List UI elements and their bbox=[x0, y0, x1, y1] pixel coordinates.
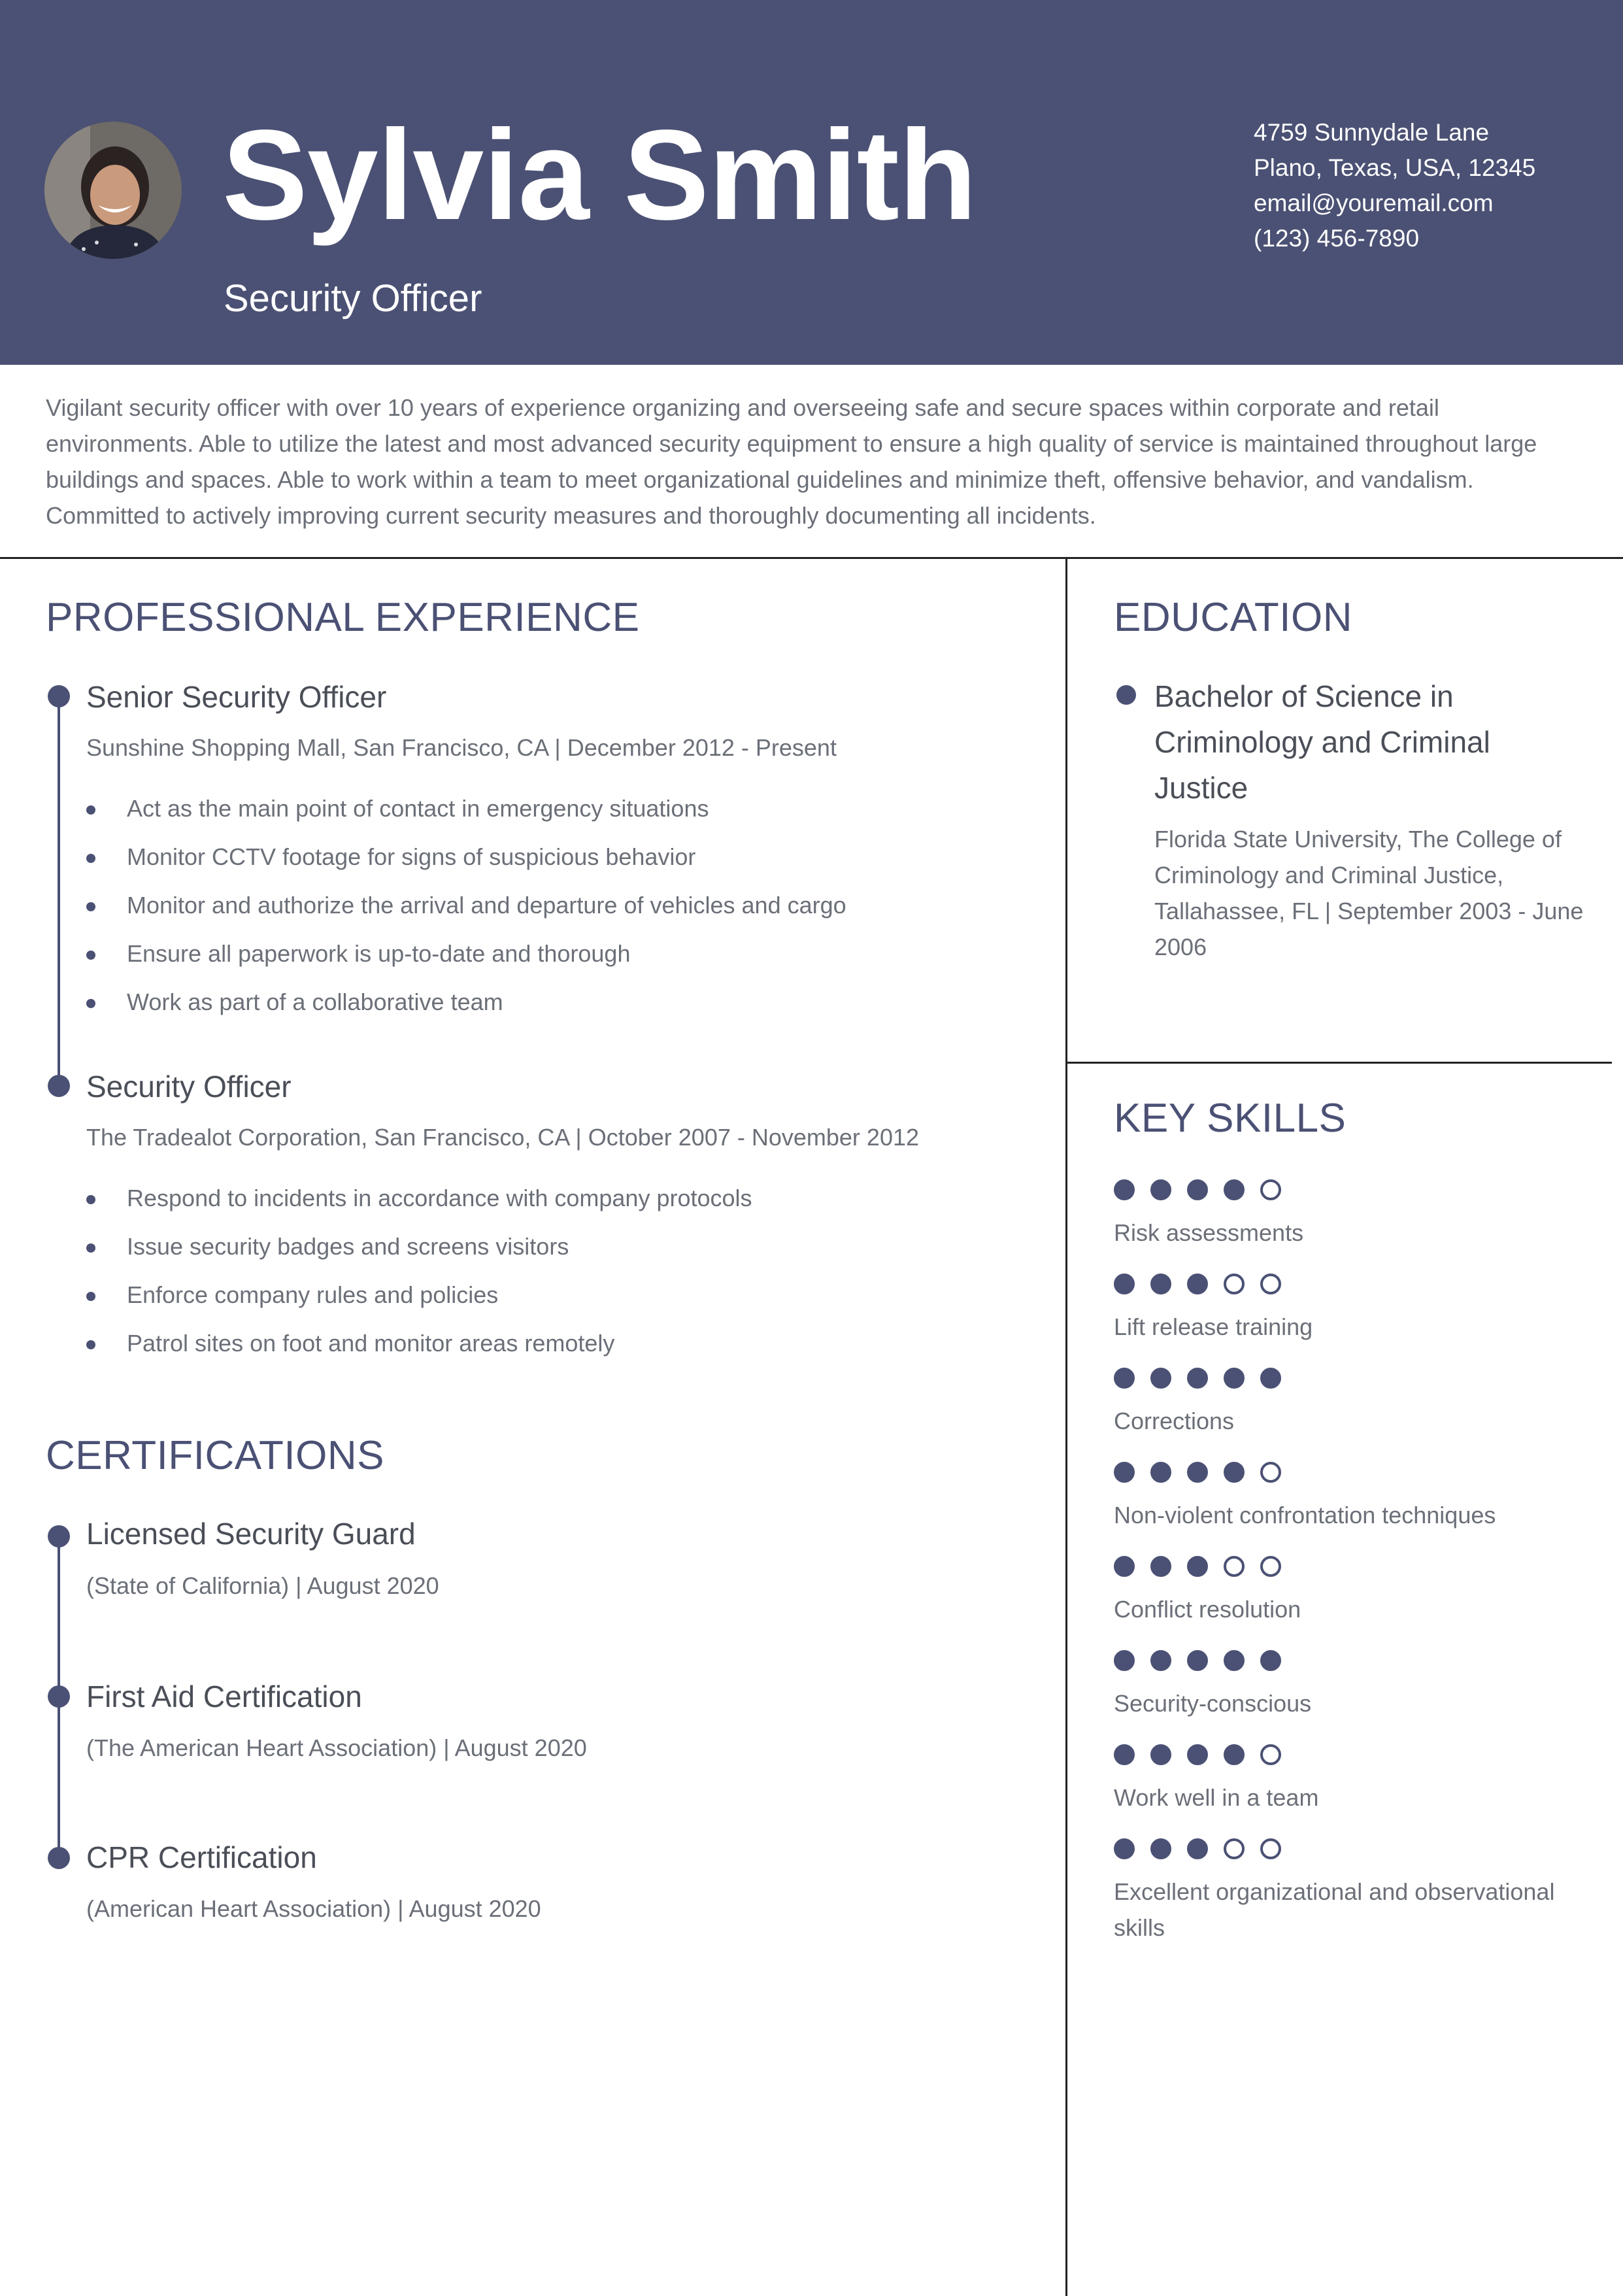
skill-rating bbox=[1114, 1368, 1584, 1390]
rating-dot-filled bbox=[1187, 1556, 1208, 1577]
skill-item bbox=[1114, 1274, 1584, 1345]
rating-dot-empty bbox=[1224, 1838, 1245, 1859]
contact-info bbox=[1254, 115, 1607, 256]
rating-dot-filled bbox=[1114, 1179, 1135, 1200]
certifications-heading: CERTIFICATIONS bbox=[46, 1433, 384, 1478]
profile-photo bbox=[44, 122, 182, 259]
skill-rating bbox=[1114, 1274, 1584, 1296]
skill-label: Risk assessments bbox=[1114, 1219, 1304, 1246]
skill-item bbox=[1114, 1838, 1584, 1946]
rating-dot-empty bbox=[1224, 1274, 1245, 1294]
rating-dot-filled bbox=[1224, 1179, 1245, 1200]
rating-dot-filled bbox=[1114, 1744, 1135, 1765]
rating-dot-filled bbox=[1224, 1462, 1245, 1483]
skill-rating bbox=[1114, 1462, 1584, 1484]
skill-rating bbox=[1114, 1650, 1584, 1672]
rating-dot-filled bbox=[1150, 1650, 1171, 1671]
rating-dot-filled bbox=[1224, 1650, 1245, 1671]
education-dot bbox=[1116, 685, 1136, 705]
address-line-1: 4759 Sunnydale Lane bbox=[1254, 119, 1490, 146]
skill-label: Conflict resolution bbox=[1114, 1596, 1301, 1623]
rating-dot-filled bbox=[1187, 1179, 1208, 1200]
job-meta: Sunshine Shopping Mall, San Francisco, CA | December 2012 - Present bbox=[86, 734, 837, 761]
timeline-dot bbox=[48, 1525, 70, 1547]
skill-item bbox=[1114, 1368, 1584, 1439]
list-item: Enforce company rules and policies bbox=[86, 1271, 752, 1319]
divider-sidebar bbox=[1067, 1062, 1612, 1064]
candidate-role: Security Officer bbox=[224, 277, 482, 320]
job-meta: The Tradealot Corporation, San Francisco, CA | October 2007 - November 2012 bbox=[86, 1124, 920, 1151]
job-title: Security Officer bbox=[86, 1070, 292, 1104]
timeline-dot bbox=[48, 1685, 70, 1708]
skill-label: Lift release training bbox=[1114, 1313, 1313, 1340]
rating-dot-filled bbox=[1260, 1650, 1281, 1671]
address-line-2: Plano, Texas, USA, 12345 bbox=[1254, 154, 1536, 181]
job-duties bbox=[86, 785, 846, 1026]
email: email@youremail.com bbox=[1254, 190, 1494, 216]
skill-item bbox=[1114, 1744, 1584, 1815]
list-item: Issue security badges and screens visitors bbox=[86, 1223, 752, 1271]
rating-dot-filled bbox=[1150, 1179, 1171, 1200]
rating-dot-filled bbox=[1114, 1556, 1135, 1577]
degree-title: Bachelor of Science in Criminology and Criminal Justice bbox=[1154, 679, 1490, 805]
rating-dot-filled bbox=[1187, 1368, 1208, 1389]
rating-dot-filled bbox=[1187, 1650, 1208, 1671]
rating-dot-filled bbox=[1150, 1556, 1171, 1577]
skills-heading: KEY SKILLS bbox=[1114, 1096, 1347, 1141]
divider-horizontal bbox=[0, 557, 1623, 559]
certification-title: CPR Certification bbox=[86, 1840, 317, 1874]
job-duties bbox=[86, 1174, 752, 1368]
education-heading: EDUCATION bbox=[1114, 595, 1353, 640]
certification-title: First Aid Certification bbox=[86, 1680, 362, 1714]
resume-header bbox=[0, 0, 1623, 365]
rating-dot-empty bbox=[1260, 1274, 1281, 1294]
skill-item bbox=[1114, 1179, 1584, 1251]
rating-dot-filled bbox=[1187, 1744, 1208, 1765]
skill-label: Corrections bbox=[1114, 1408, 1235, 1434]
rating-dot-empty bbox=[1260, 1462, 1281, 1483]
list-item: Act as the main point of contact in emergency situations bbox=[86, 785, 846, 833]
skill-rating bbox=[1114, 1179, 1584, 1202]
experience-timeline bbox=[58, 696, 60, 1087]
certification-meta: (State of California) | August 2020 bbox=[86, 1572, 439, 1599]
skill-label: Non-violent confrontation techniques bbox=[1114, 1502, 1496, 1528]
rating-dot-filled bbox=[1187, 1838, 1208, 1859]
rating-dot-filled bbox=[1150, 1368, 1171, 1389]
profile-summary: Vigilant security officer with over 10 years of experience organizing and overseeing safe and secure spaces within corporate and retail environments. Able to utilize the latest and most advanced security equipment to ensure a high quality of service is maintained throughout large buildings and spaces. Able to work within a team to meet organizational guidelines and minimize theft, offensive behavior, and vandalism. Committed to actively improving current security measures and thoroughly documenting all incidents. bbox=[46, 394, 1537, 529]
list-item: Monitor CCTV footage for signs of suspicious behavior bbox=[86, 833, 846, 881]
rating-dot-filled bbox=[1187, 1462, 1208, 1483]
job-title: Senior Security Officer bbox=[86, 680, 387, 714]
rating-dot-filled bbox=[1187, 1274, 1208, 1294]
rating-dot-empty bbox=[1260, 1838, 1281, 1859]
timeline-dot bbox=[48, 685, 70, 707]
skill-item bbox=[1114, 1462, 1584, 1533]
rating-dot-empty bbox=[1260, 1556, 1281, 1577]
list-item: Respond to incidents in accordance with company protocols bbox=[86, 1174, 752, 1223]
certification-title: Licensed Security Guard bbox=[86, 1517, 416, 1551]
rating-dot-empty bbox=[1260, 1744, 1281, 1765]
divider-vertical bbox=[1065, 558, 1067, 2296]
certification-meta: (American Heart Association) | August 2020 bbox=[86, 1895, 541, 1922]
phone: (123) 456-7890 bbox=[1254, 225, 1420, 252]
certification-meta: (The American Heart Association) | August 2020 bbox=[86, 1734, 587, 1761]
skill-item bbox=[1114, 1650, 1584, 1721]
skill-label: Work well in a team bbox=[1114, 1784, 1319, 1811]
rating-dot-filled bbox=[1114, 1274, 1135, 1294]
candidate-name: Sylvia Smith bbox=[222, 103, 977, 246]
rating-dot-filled bbox=[1114, 1838, 1135, 1859]
skill-item bbox=[1114, 1556, 1584, 1627]
skill-rating bbox=[1114, 1838, 1584, 1861]
skill-rating bbox=[1114, 1556, 1584, 1578]
list-item: Work as part of a collaborative team bbox=[86, 978, 846, 1026]
rating-dot-empty bbox=[1260, 1179, 1281, 1200]
rating-dot-filled bbox=[1150, 1838, 1171, 1859]
experience-heading: PROFESSIONAL EXPERIENCE bbox=[46, 595, 640, 640]
rating-dot-filled bbox=[1114, 1462, 1135, 1483]
skill-label: Security-conscious bbox=[1114, 1690, 1312, 1717]
list-item: Patrol sites on foot and monitor areas remotely bbox=[86, 1319, 752, 1368]
rating-dot-filled bbox=[1150, 1462, 1171, 1483]
rating-dot-filled bbox=[1150, 1744, 1171, 1765]
rating-dot-filled bbox=[1114, 1650, 1135, 1671]
rating-dot-filled bbox=[1224, 1744, 1245, 1765]
rating-dot-filled bbox=[1260, 1368, 1281, 1389]
list-item: Monitor and authorize the arrival and departure of vehicles and cargo bbox=[86, 881, 846, 930]
list-item: Ensure all paperwork is up-to-date and thorough bbox=[86, 930, 846, 978]
rating-dot-filled bbox=[1150, 1274, 1171, 1294]
timeline-dot bbox=[48, 1075, 70, 1097]
skill-rating bbox=[1114, 1744, 1584, 1766]
skill-label: Excellent organizational and observational skills bbox=[1114, 1878, 1555, 1941]
rating-dot-empty bbox=[1224, 1556, 1245, 1577]
degree-details: Florida State University, The College of Criminology and Criminal Justice, Tallahassee, FL | September 2003 - June 2006 bbox=[1154, 826, 1584, 960]
timeline-dot bbox=[48, 1847, 70, 1869]
rating-dot-filled bbox=[1114, 1368, 1135, 1389]
rating-dot-filled bbox=[1224, 1368, 1245, 1389]
